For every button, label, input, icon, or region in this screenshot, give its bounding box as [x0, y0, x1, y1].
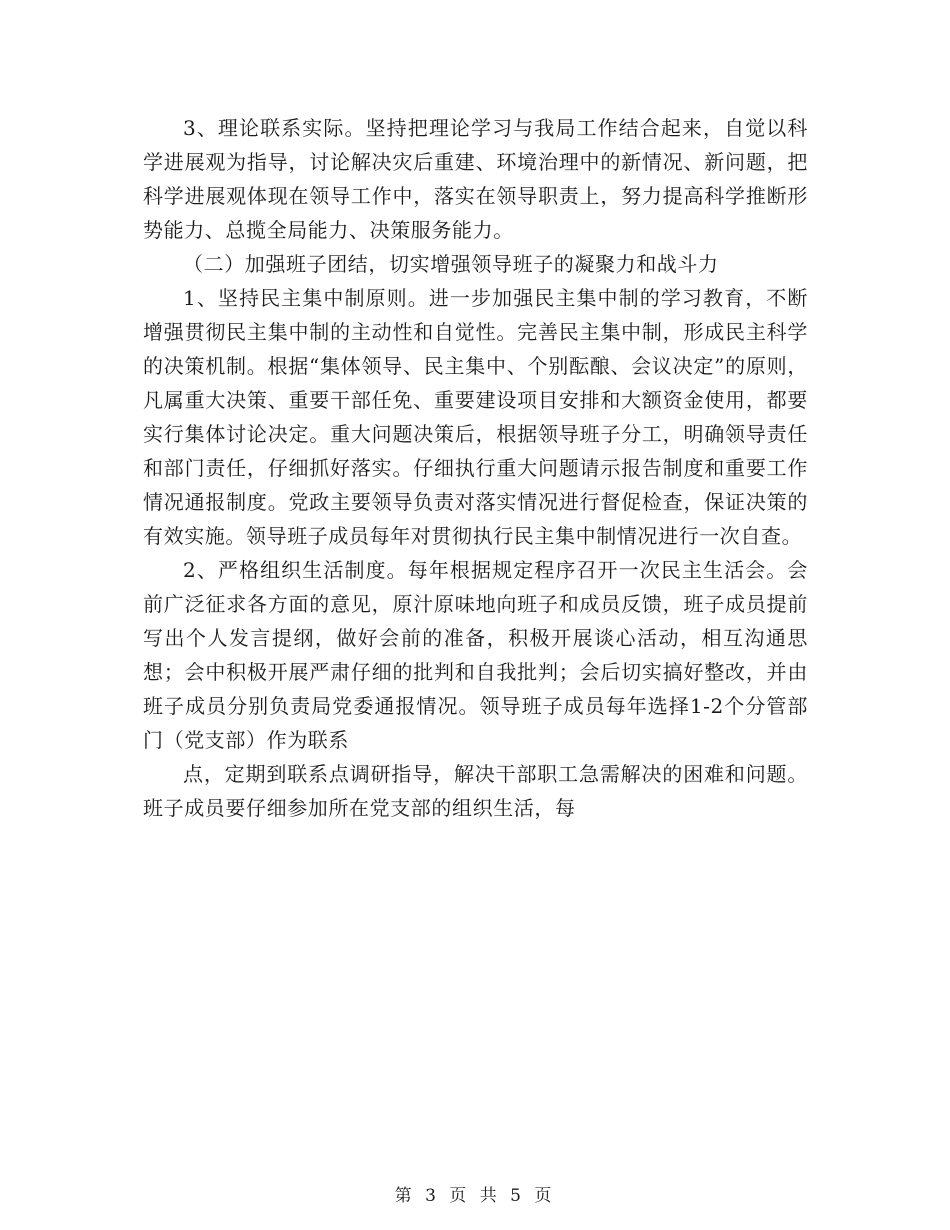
- page-number-footer: 第 3 页 共 5 页: [394, 1186, 556, 1206]
- paragraph-democratic-centralism: 1、坚持民主集中制原则。进一步加强民主集中制的学习教育，不断增强贯彻民主集中制的主动性和自觉性。完善民主集中制，形成民主科学的决策机制。根据“集体领导、民主集中、个别酝酿、会议决定”的原则，凡属重大决策、重要干部任免、重要建设项目安排和大额资金使用，都要实行集体讨论决定。重大问题决策后，根据领导班子分工，明确领导责任和部门责任，仔细抓好落实。仔细执行重大问题请示报告制度和重要工作情况通报制度。党政主要领导负责对落实情况进行督促检查，保证决策的有效实施。领导班子成员每年对贯彻执行民主集中制情况进行一次自查。: [143, 286, 808, 548]
- section-heading-team-unity: （二）加强班子团结，切实增强领导班子的凝聚力和战斗力: [183, 252, 719, 276]
- document-body: [143, 111, 808, 825]
- paragraph-organization-life: 2、严格组织生活制度。每年根据规定程序召开一次民主生活会。会前广泛征求各方面的意见，原汁原味地向班子和成员反馈，班子成员提前写出个人发言提纲，做好会前的准备，积极开展谈心活动，相互沟通思想；会中积极开展严肃仔细的批判和自我批判；会后切实搞好整改，并由班子成员分别负责局党委通报情况。领导班子成员每年选择1-2个分管部门（党支部）作为联系: [143, 558, 808, 752]
- paragraph-contact-points: 点，定期到联系点调研指导，解决干部职工急需解决的困难和问题。班子成员要仔细参加所在党支部的组织生活，每: [143, 762, 808, 820]
- paragraph-theory-practice: 3、理论联系实际。坚持把理论学习与我局工作结合起来，自觉以科学进展观为指导，讨论解决灾后重建、环境治理中的新情况、新问题，把科学进展观体现在领导工作中，落实在领导职责上，努力提高科学推断形势能力、总揽全局能力、决策服务能力。: [143, 116, 808, 242]
